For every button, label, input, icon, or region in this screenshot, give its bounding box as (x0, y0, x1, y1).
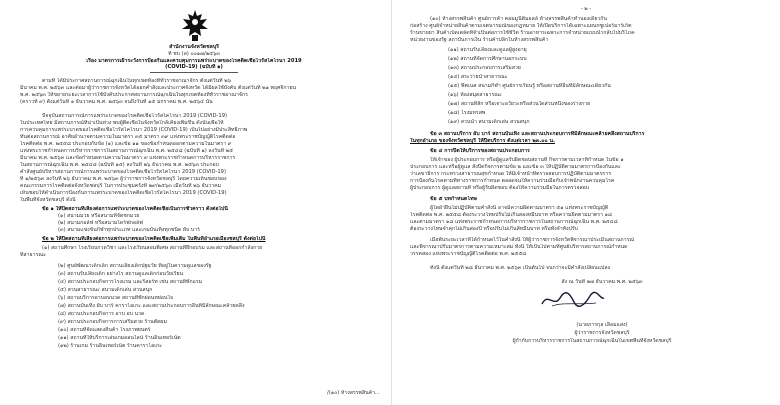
clause-5-line: โรคติดต่อ พ.ศ. ๒๕๕๘ ต้องระวางโทษปรับไม่เกินสองหมื่นบาท หรือความผิดตามมาตรา ๑๘ (410, 212, 612, 218)
body-line: ทันต่อสถานการณ์ อาศัยอำนาจตามความในมาตรา ๓๕ มาตรา ๓๙ แห่งพระราชบัญญัติโรคติดต่อ (20, 134, 236, 140)
header-divider (150, 72, 238, 73)
list-item: (๑๓) สถานประกอบการเสริมสวย (448, 65, 521, 71)
list-item: (๑๙) สวนน้ำ สนามเด็กเล่น สวนสนุก (448, 119, 530, 125)
document-subject-line2: (COVID-19) (ฉบับที่ ๑) (165, 64, 223, 70)
body-line: คำสั่งศูนย์บริหารสถานการณ์การแพร่ระบาดของโรคติดเชื้อไวรัสโคโรนา 2019 (COVID-19) (20, 169, 226, 175)
clause-1-item: (๓) สนามแข่งขันกีฬาทุกประเภท และเกมบันเทิงทุกชนิด ผับ บาร์ (58, 227, 200, 233)
clause-2-item: (๑๐) สถานที่จัดแสดงสินค้า โรงภาพยนตร์ (58, 327, 151, 333)
clause-2-item: (๖) สถานบริการอาบอบนวด สถานที่พักผ่อนหย่อนใจ (58, 295, 174, 301)
intro-line: ก่อสร้าง ศูนย์จำหน่ายสินค้าตามเจตนารมณ์ของกฎหมาย ให้เปิดบริการได้เฉพาะแผนกซูเปอร์มาร์เก็ต (410, 23, 632, 29)
signer-role: ผู้กำกับการบริหารราชการในสถานการณ์ฉุกเฉินในเขตพื้นที่จังหวัดชลบุรี (512, 338, 672, 344)
body-line: ปัจจุบันสถานการณ์การแพร่ระบาดของโรคติดเชื้อไวรัสโคโรนา 2019 (COVID-19) (42, 113, 228, 119)
document-page-left (0, 0, 388, 405)
clause-2-heading: ข้อ ๒ ให้ปิดสถานที่เสี่ยงต่อการแพร่ระบาดของโรคติดเชื้อเพิ่มเติม ในพื้นที่อำเภอเมืองชลบุรี ดังต่อไปนี้ (42, 236, 266, 242)
clause-1-item: (๒) สนามกอล์ฟ หรือสนามไดร์ฟกอล์ฟ (58, 220, 143, 226)
clause-2-item: (๔) สถานประกอบกิจการโรงแรม และรีสอร์ท เช่น สถานที่พักแรม (58, 279, 203, 285)
list-item: (๑๗) สถานที่สัก หรือเจาะอวัยวะหรือส่วนใดส่วนหนึ่งของร่างกาย (448, 101, 591, 107)
document-subject: เรื่อง มาตรการเฝ้าระวังการป้องกันและควบคุมการแพร่ระบาดของโรคติดเชื้อไวรัสโคโรนา 2019 (86, 58, 302, 64)
document-number: ที่ ชบ (ล) ๐๐๑๗/๒๕๖๓ (168, 51, 220, 57)
clause-2-item: (๕) สวนสาธารณะ สนามเด็กเล่น สวนสนุก (58, 287, 153, 293)
intro-line: (๑๐) ห้างสรรพสินค้า ศูนย์การค้า คอมมูนิตี้มอลล์ ห้างสรรพสินค้าทำนองเดียวกัน (430, 16, 607, 22)
clause-5-line: ต้องระวางโทษจำคุกไม่เกินสองปี หรือปรับไม่เกินสี่หมื่นบาท หรือทั้งจำทั้งปรับ (410, 226, 578, 232)
list-item: (๑๑) สถานรับเลี้ยงและดูแลผู้สูงอายุ (448, 47, 527, 53)
body-line: ในสถานการณ์ฉุกเฉิน พ.ศ. ๒๕๔๘ (ฉบับที่ ๑๕) ลงวันที่ ๒๖ ธันวาคม พ.ศ. ๒๕๖๓ ประกอบ (20, 162, 219, 168)
clause-5-line: และพิจารณาปรับมาตรการตามความเหมาะสม ทั้งนี้ ให้เป็นไปตามที่ศูนย์บริหารสถานการณ์กำหนด (410, 244, 628, 250)
clause-2-intro: ที่สาธารณะ (20, 252, 46, 258)
signer-name: (นายภารกุล เลื่อมแสง) (576, 322, 628, 328)
clause-3-heading: ข้อ ๓ สถานบริการ ผับ บาร์ สถานบันเทิง และสถานประกอบการที่มีลักษณะคล้ายคลึงสถานบริการ (430, 131, 645, 137)
list-item: (๑๘) โรงมหรสพ (448, 110, 486, 116)
clause-5-line: และตามมาตรา ๑๘ แห่งพระราชกำหนดการบริหารราชการในสถานการณ์ฉุกเฉิน พ.ศ. ๒๕๔๘ (410, 219, 618, 225)
page-number: - ๒ - (580, 6, 592, 12)
body-line: ในประเทศไทย มีสถานการณ์ที่น่าเป็นห่วง พบผู้ติดเชื้อในจังหวัดใกล้เคียงเพิ่มขึ้น ดังนั้นเพื่อให้ (20, 120, 224, 126)
body-line: ในพื้นที่จังหวัดชลบุรี ดังนี้ (20, 197, 76, 203)
body-line: เห็นชอบให้ดำเนินการป้องกันการแพร่ระบาดของโรคติดเชื้อไวรัสโคโรนา 2019 (COVID-19) (20, 190, 227, 196)
body-line: ตามที่ ได้มีประกาศสถานการณ์ฉุกเฉินในทุกเขตท้องที่ทั่วราชอาณาจักร ตั้งแต่วันที่ ๒๖ (42, 78, 231, 84)
body-line: ที่ ๑/๒๕๖๓ ลงวันที่ ๒๖ ธันวาคม พ.ศ. ๒๕๖๓ ผู้ว่าราชการจังหวัดชลบุรี โดยความเห็นชอบของ (20, 176, 227, 182)
signer-title: ผู้ว่าราชการจังหวัดชลบุรี (574, 330, 630, 336)
clause-4-heading: ข้อ ๔ การปิดให้บริการของสถานประกอบการ (430, 148, 530, 154)
list-item: (๑๖) ห้องสมุดสาธารณะ (448, 92, 502, 98)
clause-5-line: เมื่อพ้นระยะเวลาที่ได้กำหนดไว้ในคำสั่งนี้ ให้ผู้ว่าราชการจังหวัดพิจารณาประเมินสถานการณ์ (430, 237, 635, 243)
clause-5-heading: ข้อ ๕ บทกำหนดโทษ (430, 196, 477, 202)
list-item: (๑๔) สระว่ายน้ำสาธารณะ (448, 74, 508, 80)
body-line: มีนาคม พ.ศ. ๒๕๖๓ และต่อมาผู้ว่าราชการจังหวัดได้ออกคำสั่งและประกาศจังหวัด ได้มีผลใช้บังคับ ตั้งแต่วันที่ ๒๑ พฤศจิกายน (20, 85, 297, 91)
effective-date: ทั้งนี้ ตั้งแต่วันที่ ๒๘ ธันวาคม พ.ศ. ๒๕๖๓ เป็นต้นไป จนกว่าจะมีคำสั่งเปลี่ยนแปลง (430, 265, 611, 271)
list-item: (๑๕) ฟิตเนส สนามกีฬา ศูนย์การเรียนรู้ หรือสถานที่อื่นที่มีลักษณะเดียวกัน (448, 83, 611, 89)
body-line: การควบคุมการแพร่ระบาดของโรคติดเชื้อไวรัสโคโรนา 2019 (COVID-19) เป็นไปอย่างมีประสิทธิภาพ (20, 127, 248, 133)
office-name: สำนักงานจังหวัดชลบุรี (169, 44, 219, 50)
body-line: คณะกรรมการโรคติดต่อจังหวัดชลบุรี ในการประชุมครั้งที่ ๒๙/๒๕๖๓ เมื่อวันที่ ๒๖ ธันวาคม (20, 183, 222, 189)
clause-2-item: (๒) ศูนย์พัฒนาเด็กเล็ก สถานเลี้ยงเด็กปฐมวัย ที่อยู่ในความดูแลของรัฐ (58, 263, 212, 269)
document-page-right (391, 0, 780, 405)
clause-4-line: ผู้ประกอบการ ผู้ดูแลสถานที่ หรือผู้รับผิดชอบ ต้องให้ความร่วมมือในการตรวจสอบ (410, 185, 590, 191)
clause-1-heading: ข้อ ๑ ให้ปิดสถานที่เสี่ยงต่อการแพร่ระบาดของโรคติดเชื้อเป็นการชั่วคราว ดังต่อไปนี้ (42, 206, 228, 212)
clause-4-line: ว่าเลขาธิการ กระทรวงสาธารณสุขกำหนด ให้มีเจ้าหน้าที่ตรวจสอบการปฏิบัติตามมาตรการ (410, 171, 612, 177)
body-line: มีนาคม พ.ศ. ๒๕๖๓ และข้อกำหนดตามความในมาตรา ๙ แห่งพระราชกำหนดการบริหารราชการ (20, 155, 236, 161)
clause-5-line: วรรคสอง แห่งพระราชบัญญัติโรคติดต่อ พ.ศ. ๒๕๕๘ (410, 251, 527, 257)
signature-icon (538, 290, 608, 310)
intro-line: ร้านขายยา สินค้าเบ็ดเตล็ดที่จำเป็นต่อการใช้ชีวิต ร้านอาหารเฉพาะการจำหน่ายแบบนำกลับไปบริโภค (410, 30, 635, 36)
list-item: (๑๒) สถานที่จัดการศึกษานอกระบบ (448, 56, 527, 62)
body-line: โรคติดต่อ พ.ศ. ๒๕๕๘ ประกอบกับข้อ (๑) และข้อ ๑๑ ของข้อกำหนดออกตามความในมาตรา ๙ (20, 141, 232, 147)
clause-4-line: ประกอบการ และหรือผู้ดูแล สั่งปิดกิจการตามข้อ ๒ และข้อ ๓ ให้ปฏิบัติตามมาตรการป้องกันและ (410, 164, 621, 170)
clause-2-item: (๙) สถานประกอบกิจการการเสริมสวย ร้านตัดผม (58, 319, 167, 325)
continuation-note: /(๑๐) ห้างสรรพสินค้า... (327, 390, 380, 396)
clause-4-line: ให้เจ้าของ ผู้ประกอบการ หรือผู้ดูแลรับผิดชอบสถานที่ กิจการตามเวลาที่กำหนด ในข้อ ๑ (430, 157, 624, 163)
garuda-emblem-icon (180, 8, 210, 42)
clause-1-item: (๑) สนามมวย หรือสนามที่จัดชกมวย (58, 213, 140, 219)
clause-5-line: ผู้ใดฝ่าฝืนไม่ปฏิบัติตามคำสั่งนี้ อาจมีความผิดตามมาตรา ๕๑ แห่งพระราชบัญญัติ (430, 205, 609, 211)
body-line: แห่งพระราชกำหนดการบริหารราชการในสถานการณ์ฉุกเฉิน พ.ศ. ๒๕๔๘ (ฉบับที่ ๑) ลงวันที่ ๒๕ (20, 148, 234, 154)
body-line: พ.ศ. ๒๕๖๓ ให้ขยายระยะเวลาการใช้บังคับประกาศสถานการณ์ฉุกเฉินในทุกเขตท้องที่ทั่วราชอาณาจักร (20, 92, 248, 98)
clause-2-item: (๑๒) ร้านเกม ร้านอินเทอร์เน็ต ร้านคาราโอเกะ (58, 343, 162, 349)
clause-2-item: (๘) สถานประกอบกิจการ อาบ อบ นวด (58, 311, 145, 317)
clause-2-intro: (๑) สถานศึกษา โรงเรียนกวดวิชา และโรงเรียนสอนพิเศษ สถานที่ฝึกอบรม และสถานที่ออกกำลังกาย (42, 245, 263, 251)
clause-2-item: (๓) สถานรับเลี้ยงเด็ก อย่างไร สถานดูแลเด็กก่อนวัยเรียน (58, 271, 184, 277)
clause-2-item: (๑๑) สถานที่ให้บริการเล่นเกมออนไลน์ ร้านอินเทอร์เน็ต (58, 335, 181, 341)
intro-line: หน่วยงานของรัฐ สถาบันการเงิน ร้านค้าปลีกในห้างสรรพสินค้า (410, 37, 549, 43)
clause-4-line: การป้องกันโรคตามที่ทางราชการกำหนด ตลอดจนให้ความร่วมมือกับเจ้าพนักงานควบคุมโรค (410, 178, 615, 184)
body-line: (คราวที่ ๙) ตั้งแต่วันที่ ๑ ธันวาคม พ.ศ. ๒๕๖๓ จนถึงวันที่ ๑๕ มกราคม พ.ศ. ๒๕๖๔ นั้น (20, 99, 213, 105)
clause-3-line2: ในทุกอำเภอ ของจังหวัดชลบุรี ให้ปิดบริการ ตั้งแต่เวลา ๒๓.๐๐ น. (410, 138, 555, 144)
clause-2-item: (๗) สถานบันเทิง ผับ บาร์ คาราโอเกะ และสถานประกอบการอื่นที่มีลักษณะคล้ายคลึง (58, 303, 245, 309)
signing-date: สั่ง ณ วันที่ ๒๗ ธันวาคม พ.ศ. ๒๕๖๓ (561, 279, 643, 285)
